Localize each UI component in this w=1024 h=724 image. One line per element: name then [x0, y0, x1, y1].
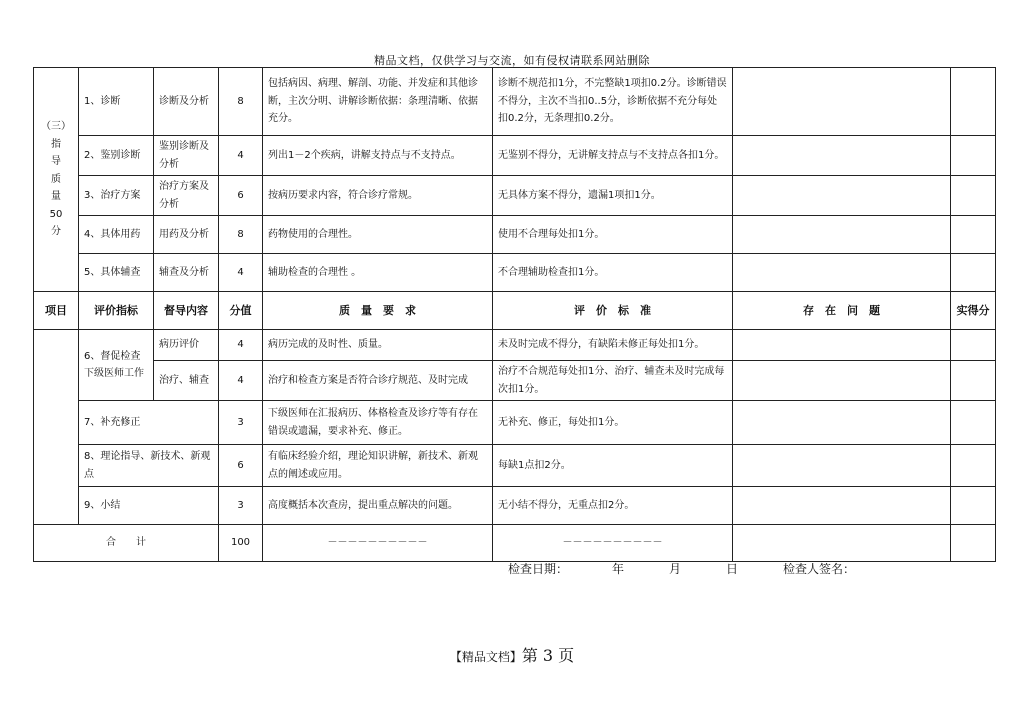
content-cell: 病历评价: [154, 330, 219, 361]
issues-cell[interactable]: [733, 136, 951, 176]
table-row: [34, 68, 996, 136]
total-row: [34, 525, 996, 562]
page-footer-prefix: 【精品文档】: [449, 650, 522, 664]
item-cell: 7、补充修正: [79, 401, 219, 445]
standard-cell: 未及时完成不得分，有缺陷未修正每处扣1分。: [493, 330, 733, 361]
score-cell: 4: [219, 361, 263, 401]
content-cell: 诊断及分析: [154, 68, 219, 136]
issues-cell[interactable]: [733, 401, 951, 445]
issues-cell[interactable]: [733, 361, 951, 401]
issues-cell[interactable]: [733, 68, 951, 136]
requirement-cell: 列出1－2个疾病，讲解支持点与不支持点。: [263, 136, 493, 176]
total-score: 100: [219, 525, 263, 562]
score-cell: 3: [219, 487, 263, 525]
item-cell: 2、鉴别诊断: [79, 136, 154, 176]
table-row: [34, 216, 996, 254]
evaluation-table: [33, 67, 996, 562]
issues-cell[interactable]: [733, 330, 951, 361]
score-cell: 6: [219, 176, 263, 216]
content-cell: 鉴别诊断及分析: [154, 136, 219, 176]
header-indicator: 评价指标: [79, 292, 154, 330]
standard-cell: 无小结不得分，无重点扣2分。: [493, 487, 733, 525]
year-label: 年: [612, 562, 625, 576]
score-cell: 6: [219, 445, 263, 487]
table-row: [34, 136, 996, 176]
total-label: 合 计: [34, 525, 219, 562]
requirement-cell: 按病历要求内容，符合诊疗常规。: [263, 176, 493, 216]
item-cell: 3、治疗方案: [79, 176, 154, 216]
table-row: [34, 176, 996, 216]
issues-cell[interactable]: [733, 254, 951, 292]
total-dash-standard: －－－－－－－－－－: [493, 525, 733, 562]
header-score: 分值: [219, 292, 263, 330]
section3-label: （三） 指 导 质 量 50 分: [34, 68, 79, 292]
requirement-cell: 下级医师在汇报病历、体格检查及诊疗等有存在错误或遗漏，要求补充、修正。: [263, 401, 493, 445]
item-cell: 6、督促检查下级医师工作: [79, 330, 154, 401]
requirement-cell: 辅助检查的合理性 。: [263, 254, 493, 292]
requirement-cell: 有临床经验介绍，理论知识讲解，新技术、新观点的阐述或应用。: [263, 445, 493, 487]
header-note: 精品文档，仅供学习与交流，如有侵权请联系网站删除: [374, 54, 650, 67]
actual-score-cell[interactable]: [951, 487, 996, 525]
standard-cell: 使用不合理每处扣1分。: [493, 216, 733, 254]
issues-cell[interactable]: [733, 525, 951, 562]
table-row: [34, 330, 996, 361]
requirement-cell: 治疗和检查方案是否符合诊疗规范、及时完成: [263, 361, 493, 401]
requirement-cell: 包括病因、病理、解剖、功能、并发症和其他诊断，主次分明、讲解诊断依据：条理清晰、依据充分。: [263, 68, 493, 136]
requirement-cell: 病历完成的及时性、质量。: [263, 330, 493, 361]
table-row: [34, 445, 996, 487]
standard-cell: 治疗不合规范每处扣1分、治疗、辅查未及时完成每次扣1分。: [493, 361, 733, 401]
content-cell: 辅查及分析: [154, 254, 219, 292]
table-row: [34, 401, 996, 445]
standard-cell: 无补充、修正，每处扣1分。: [493, 401, 733, 445]
item-cell: 5、具体辅查: [79, 254, 154, 292]
header-actual: 实得分: [951, 292, 996, 330]
standard-cell: 无具体方案不得分，遗漏1项扣1分。: [493, 176, 733, 216]
score-cell: 8: [219, 216, 263, 254]
actual-score-cell[interactable]: [951, 176, 996, 216]
issues-cell[interactable]: [733, 216, 951, 254]
score-cell: 4: [219, 254, 263, 292]
actual-score-cell[interactable]: [951, 445, 996, 487]
score-cell: 3: [219, 401, 263, 445]
issues-cell[interactable]: [733, 445, 951, 487]
standard-cell: 不合理辅助检查扣1分。: [493, 254, 733, 292]
header-issues: 存 在 问 题: [733, 292, 951, 330]
issues-cell[interactable]: [733, 487, 951, 525]
inspector-label: 检查人签名：: [783, 562, 856, 576]
standard-cell: 无鉴别不得分，无讲解支持点与不支持点各扣1分。: [493, 136, 733, 176]
day-label: 日: [726, 562, 739, 576]
header-content: 督导内容: [154, 292, 219, 330]
table-row: [34, 361, 996, 401]
table-header-row: [34, 292, 996, 330]
standard-cell: 诊断不规范扣1分，不完整缺1项扣0.2分。诊断错误不得分，主次不当扣0..5分，诊断依据不充分每处扣0.2分，无条理扣0.2分。: [493, 68, 733, 136]
actual-score-cell[interactable]: [951, 361, 996, 401]
month-label: 月: [669, 562, 682, 576]
page-footer: [0, 643, 1024, 666]
content-cell: 用药及分析: [154, 216, 219, 254]
content-cell: 治疗方案及分析: [154, 176, 219, 216]
score-cell: 4: [219, 330, 263, 361]
standard-cell: 每缺1点扣2分。: [493, 445, 733, 487]
page-number: 第 3 页: [521, 646, 575, 665]
actual-score-cell[interactable]: [951, 330, 996, 361]
actual-score-cell[interactable]: [951, 136, 996, 176]
header-requirement: 质 量 要 求: [263, 292, 493, 330]
actual-score-cell[interactable]: [951, 401, 996, 445]
table-row: [34, 487, 996, 525]
item-cell: 4、具体用药: [79, 216, 154, 254]
actual-score-cell[interactable]: [951, 68, 996, 136]
item-cell: 9、小结: [79, 487, 219, 525]
check-date-label: 检查日期：: [508, 562, 569, 576]
actual-score-cell[interactable]: [951, 254, 996, 292]
score-cell: 8: [219, 68, 263, 136]
requirement-cell: 药物使用的合理性。: [263, 216, 493, 254]
item-cell: 8、理论指导、新技术、新观点: [79, 445, 219, 487]
requirement-cell: 高度概括本次查房，提出重点解决的问题。: [263, 487, 493, 525]
score-cell: 4: [219, 136, 263, 176]
actual-score-cell[interactable]: [951, 525, 996, 562]
content-cell: 治疗、辅查: [154, 361, 219, 401]
actual-score-cell[interactable]: [951, 216, 996, 254]
header-standard: 评 价 标 准: [493, 292, 733, 330]
table-row: [34, 254, 996, 292]
issues-cell[interactable]: [733, 176, 951, 216]
item-cell: 1、诊断: [79, 68, 154, 136]
header-project: 项目: [34, 292, 79, 330]
section4-label: [34, 330, 79, 525]
total-dash-requirement: －－－－－－－－－－: [263, 525, 493, 562]
